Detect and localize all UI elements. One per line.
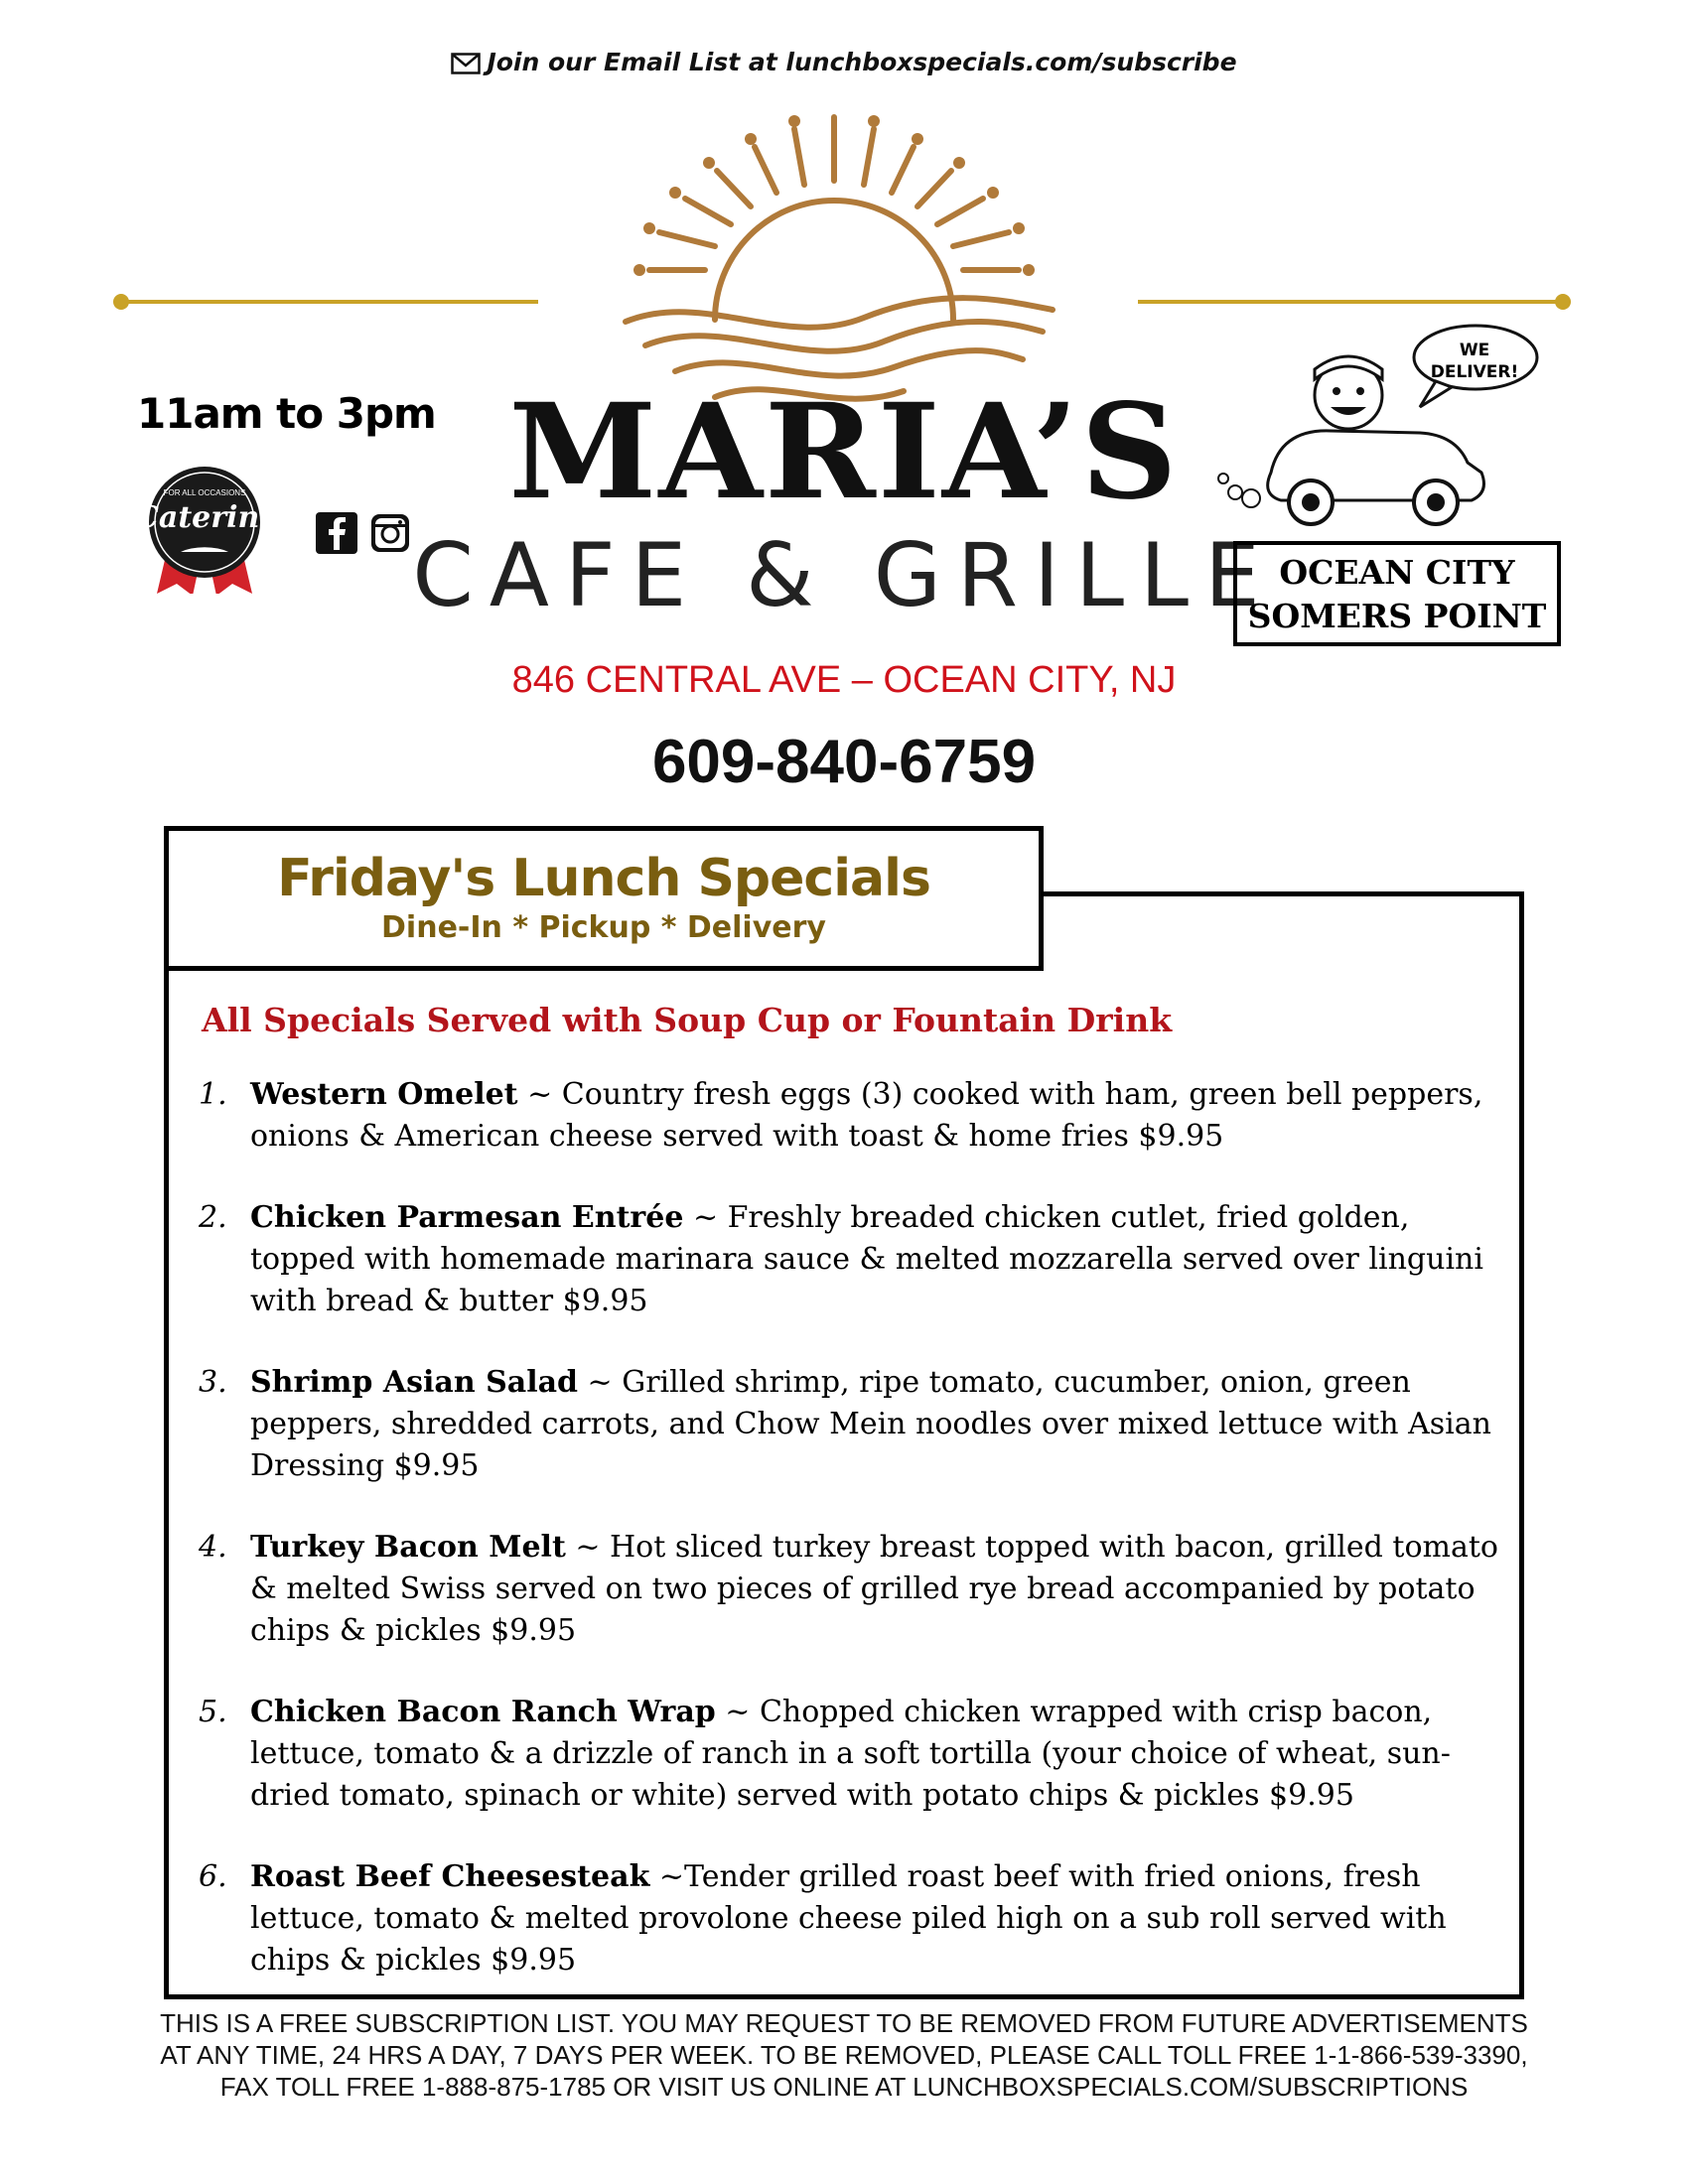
delivery-area-2: SOMERS POINT (1247, 597, 1547, 635)
envelope-icon (451, 52, 481, 80)
item-name: Chicken Bacon Ranch Wrap (250, 1695, 716, 1729)
specials-list (199, 1074, 1509, 2021)
list-item (199, 1856, 1509, 1981)
served-with-note: All Specials Served with Soup Cup or Fountain Drink (202, 1001, 1173, 1039)
brand-name: MARIA’S (508, 375, 1180, 529)
specials-title: Friday's Lunch Specials (277, 849, 930, 908)
item-name: Shrimp Asian Salad (250, 1365, 579, 1400)
gold-divider-left (121, 300, 538, 304)
email-signup-text: Join our Email List at lunchboxspecials.com/subscribe (487, 48, 1237, 76)
disclaimer-line: THIS IS A FREE SUBSCRIPTION LIST. YOU MAY REQUEST TO BE REMOVED FROM FUTURE ADVERTISEMENTS (160, 2008, 1528, 2038)
specials-subtitle: Dine-In * Pickup * Delivery (381, 910, 826, 945)
specials-title-box (164, 826, 1044, 971)
list-item (199, 1362, 1509, 1487)
gold-divider-right (1138, 300, 1563, 304)
list-item (199, 1197, 1509, 1322)
sunrise-logo (556, 111, 1112, 409)
delivery-area-1: OCEAN CITY (1279, 553, 1515, 592)
item-number: 3. (199, 1365, 227, 1400)
list-item (199, 1692, 1509, 1817)
item-number: 2. (199, 1200, 227, 1235)
item-number: 5. (199, 1695, 227, 1729)
item-number: 4. (199, 1530, 227, 1565)
item-number: 1. (199, 1077, 227, 1112)
item-name: Chicken Parmesan Entrée (250, 1200, 684, 1235)
item-description: ~Tender grilled roast beef with fried onions, fresh lettuce, tomato & melted provolone cheese piled high on a sub roll served with chips & pickles $9.95 (250, 1859, 1447, 1978)
item-name: Turkey Bacon Melt (250, 1530, 566, 1565)
hours-text: 11am to 3pm (137, 389, 436, 438)
phone-number[interactable]: 609-840-6759 (651, 728, 1037, 796)
disclaimer-line: AT ANY TIME, 24 HRS A DAY, 7 DAYS PER WEEK. TO BE REMOVED, PLEASE CALL TOLL FREE 1-1-866-539-3390, (160, 2040, 1528, 2070)
disclaimer-line: FAX TOLL FREE 1-888-875-1785 OR VISIT US ONLINE AT LUNCHBOXSPECIALS.COM/SUBSCRIPTIONS (219, 2072, 1469, 2102)
address: 846 CENTRAL AVE – OCEAN CITY, NJ (511, 659, 1177, 701)
brand-subtitle: CAFE & GRILLE (412, 524, 1276, 626)
gold-line-dot-right (1555, 294, 1571, 310)
list-item (199, 1074, 1509, 1158)
item-number: 6. (199, 1859, 227, 1894)
email-signup-line[interactable] (0, 48, 1688, 80)
catering-badge-label: Catering (135, 500, 281, 535)
item-description: ~ Country fresh eggs (3) cooked with ham, green bell peppers, onions & American cheese served with toast & home fries $9.95 (250, 1077, 1483, 1154)
list-item (199, 1527, 1509, 1652)
subscription-disclaimer (0, 2007, 1688, 2103)
item-name: Western Omelet (250, 1077, 518, 1112)
catering-badge-top: FOR ALL OCCASIONS (163, 488, 246, 497)
item-description: ~ Chopped chicken wrapped with crisp bacon, lettuce, tomato & a drizzle of ranch in a soft tortilla (your choice of wheat, sun-dried tomato, spinach or white) served with potato chips & pickles $9.95 (250, 1695, 1451, 1813)
item-name: Roast Beef Cheesesteak (250, 1859, 650, 1894)
delivery-areas-box (1233, 541, 1561, 646)
item-description: ~ Hot sliced turkey breast topped with bacon, grilled tomato & melted Swiss served on two pieces of grilled rye bread accompanied by potato chips & pickles $9.95 (250, 1530, 1498, 1648)
item-description: ~ Freshly breaded chicken cutlet, fried golden, topped with homemade marinara sauce & melted mozzarella served over linguini with bread & butter $9.95 (250, 1200, 1483, 1318)
delivery-bubble-text: WE DELIVER! (1430, 341, 1519, 382)
item-description: ~ Grilled shrimp, ripe tomato, cucumber, onion, green peppers, shredded carrots, and Chow Mein noodles over mixed lettuce with Asian Dressing $9.95 (250, 1365, 1491, 1483)
